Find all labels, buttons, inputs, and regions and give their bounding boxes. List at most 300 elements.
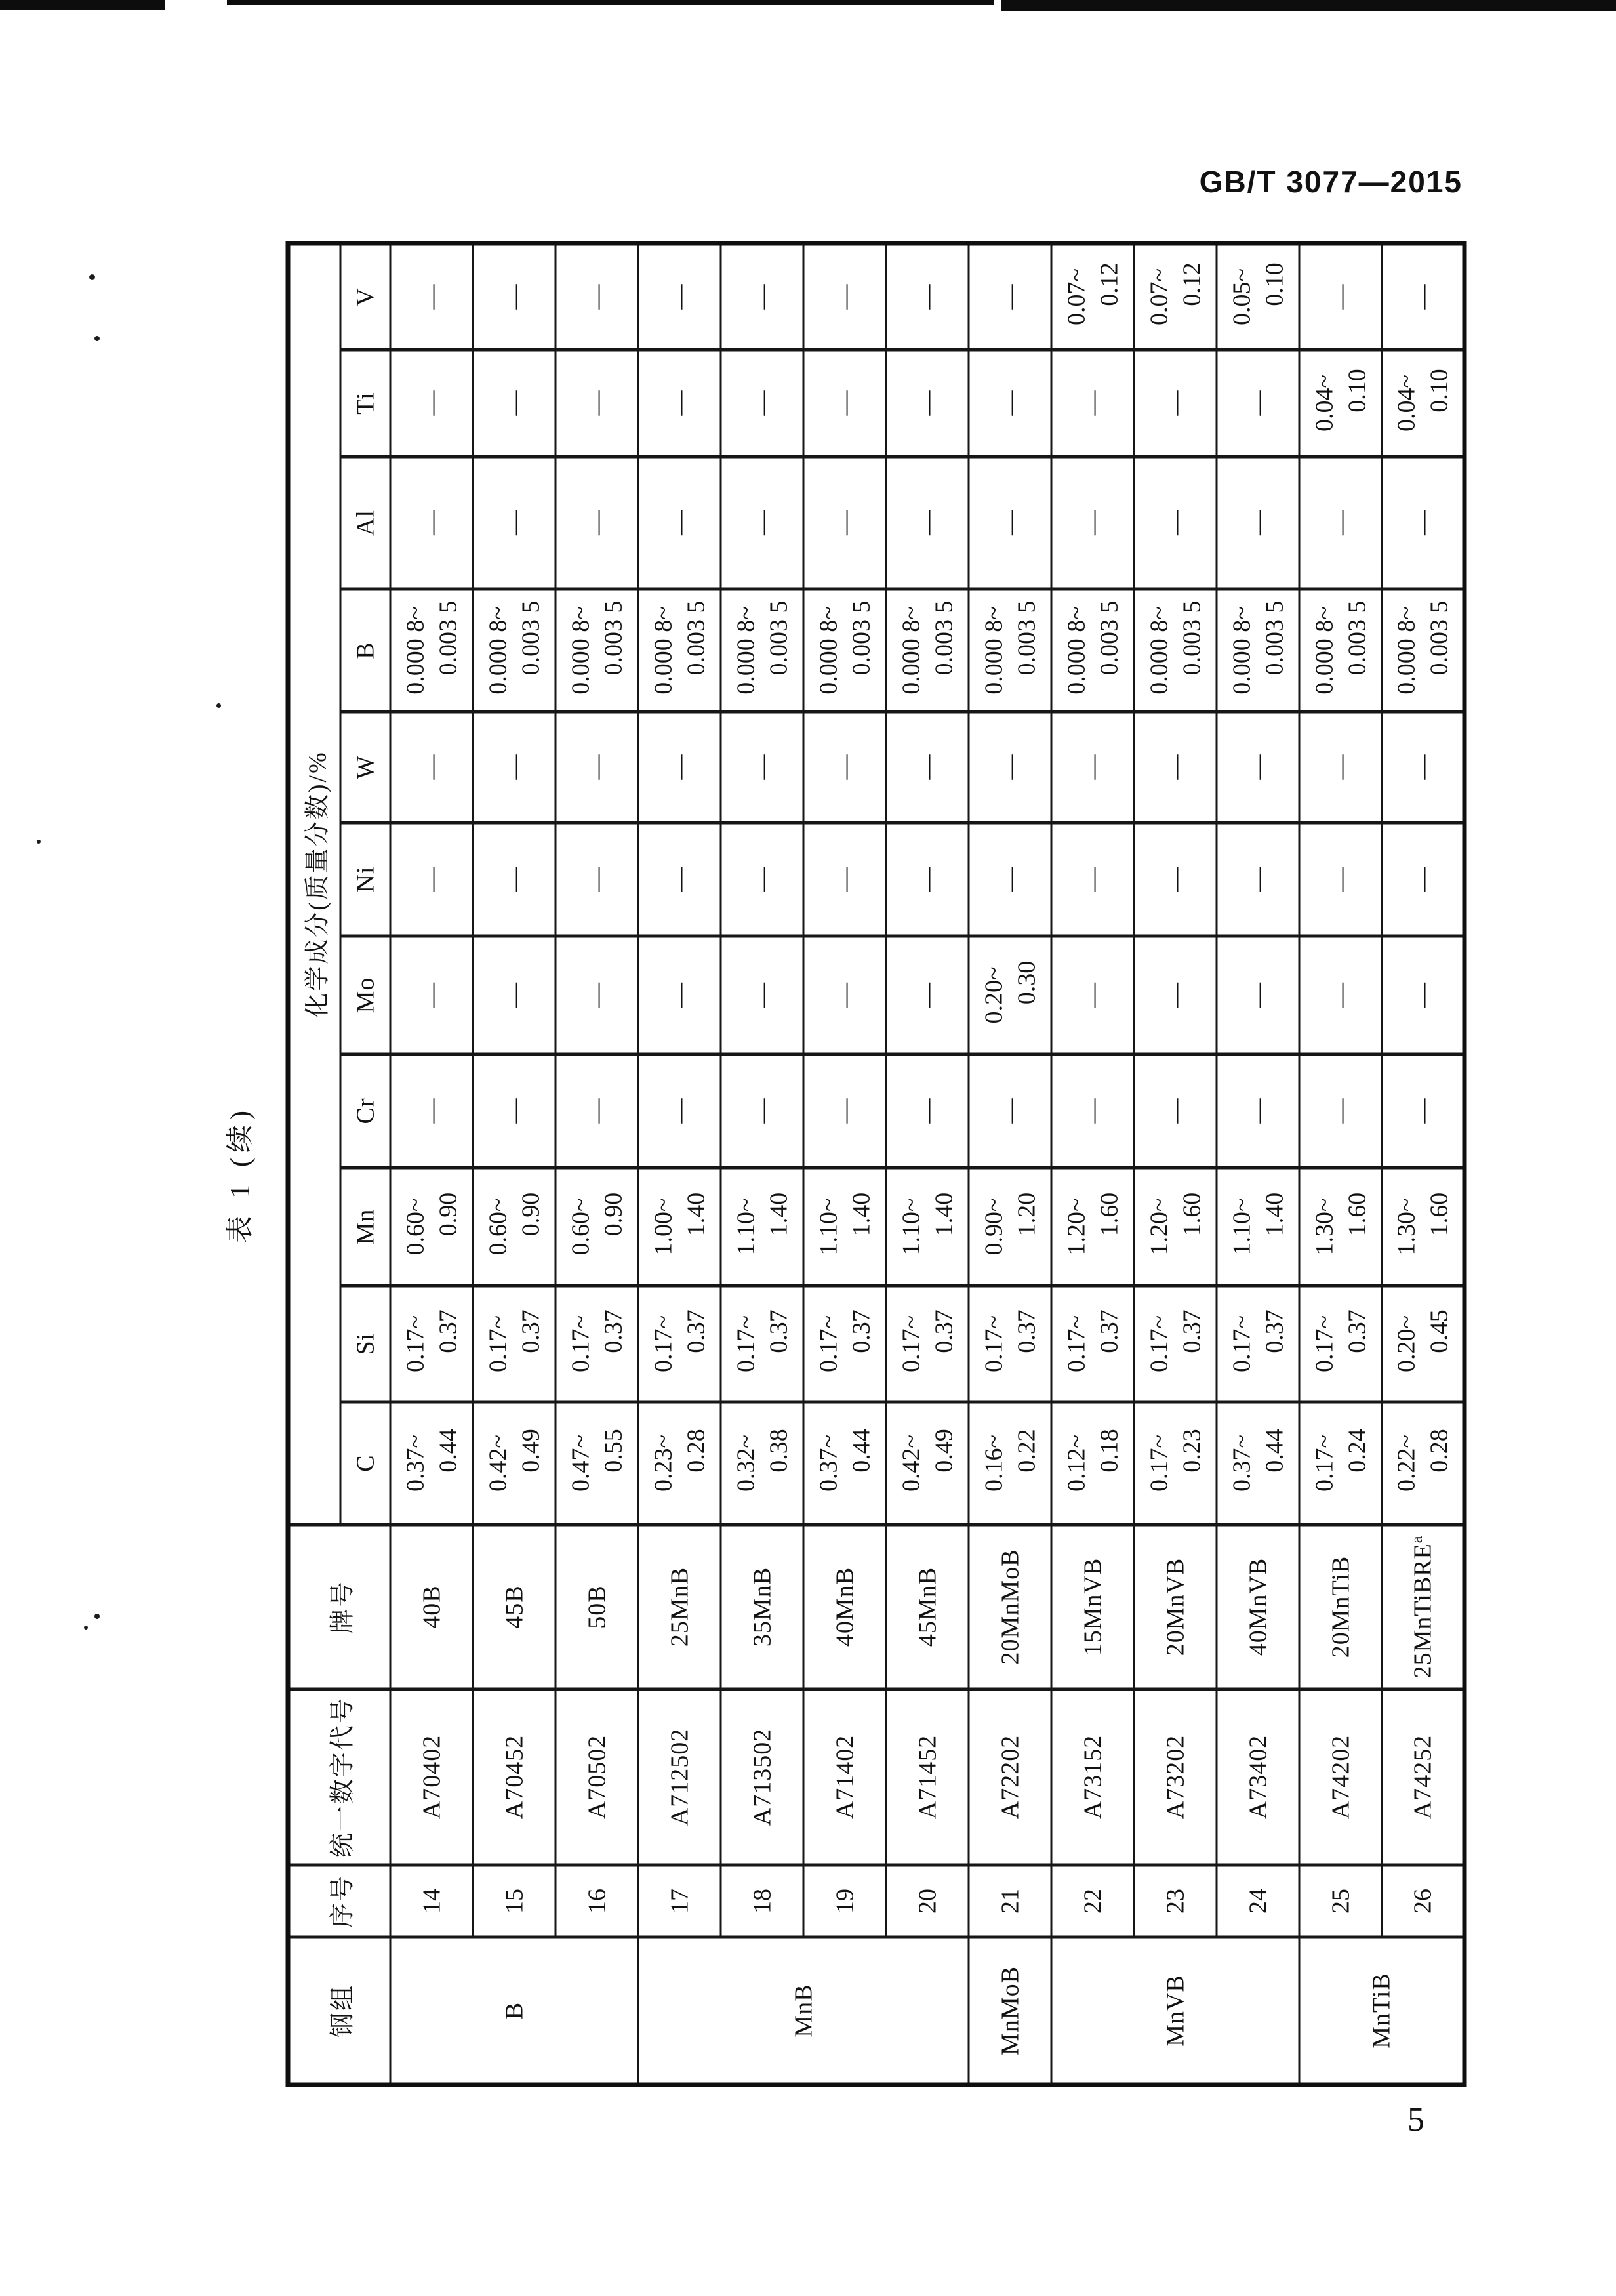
ni-value-cell: — xyxy=(1134,823,1217,936)
range-max: 0.003 5 xyxy=(1425,600,1453,676)
range-min: 0.07~ xyxy=(1062,268,1090,326)
mo-value-cell: — xyxy=(1299,936,1382,1054)
range-max: 0.003 5 xyxy=(1013,600,1040,676)
b-value-cell xyxy=(1051,589,1134,712)
range-max: 0.49 xyxy=(517,1429,544,1473)
code-cell: A713502 xyxy=(721,1689,803,1865)
range-min: 1.10~ xyxy=(815,1198,842,1256)
range-max: 0.37 xyxy=(1095,1309,1123,1353)
range-min: 0.60~ xyxy=(484,1198,512,1256)
b-value-cell xyxy=(886,589,969,712)
mo-value-cell: — xyxy=(1134,936,1217,1054)
c-value-cell xyxy=(969,1402,1051,1525)
range-min: 0.17~ xyxy=(1228,1315,1255,1373)
c-value-cell xyxy=(473,1402,556,1525)
grade-cell: 20MnVB xyxy=(1134,1525,1217,1689)
range-max: 0.003 5 xyxy=(599,600,627,676)
range-max: 0.90 xyxy=(599,1192,627,1237)
v-value-cell: — xyxy=(638,243,721,350)
range-max: 0.90 xyxy=(517,1192,544,1237)
range-max: 0.12 xyxy=(1095,262,1123,306)
range-max: 0.003 5 xyxy=(1178,600,1205,676)
range-max: 0.37 xyxy=(847,1309,875,1353)
header-element-B: B xyxy=(340,589,390,712)
code-cell: A72202 xyxy=(969,1689,1051,1865)
steel-row-21 xyxy=(969,243,1051,2085)
v-value-cell: — xyxy=(969,243,1051,350)
c-value-cell xyxy=(803,1402,886,1525)
cr-value-cell: — xyxy=(638,1054,721,1168)
range-min: 0.000 8~ xyxy=(1062,606,1090,695)
code-cell: A71402 xyxy=(803,1689,886,1865)
grade-cell: 50B xyxy=(556,1525,638,1689)
ni-value-cell: — xyxy=(1382,823,1465,936)
serial-cell: 26 xyxy=(1382,1865,1465,1937)
range-min: 0.20~ xyxy=(980,966,1007,1024)
ni-value-cell: — xyxy=(638,823,721,936)
serial-cell: 25 xyxy=(1299,1865,1382,1937)
steel-row-23 xyxy=(1134,243,1217,2085)
mn-value-cell xyxy=(1382,1168,1465,1286)
range-min: 0.17~ xyxy=(401,1315,429,1373)
ti-value-cell: — xyxy=(473,350,556,457)
ti-value-cell: — xyxy=(638,350,721,457)
si-value-cell xyxy=(803,1286,886,1402)
serial-cell: 20 xyxy=(886,1865,969,1937)
grade-cell: 45MnB xyxy=(886,1525,969,1689)
range-min: 0.17~ xyxy=(1310,1315,1338,1373)
header-steel-group: 钢组 xyxy=(288,1937,390,2085)
steel-group-cell: B xyxy=(390,1937,638,2085)
range-max: 1.60 xyxy=(1425,1192,1453,1237)
mo-value-cell: — xyxy=(803,936,886,1054)
b-value-cell xyxy=(638,589,721,712)
range-max: 0.37 xyxy=(517,1309,544,1353)
header-element-Mo: Mo xyxy=(340,936,390,1054)
range-min: 1.10~ xyxy=(1228,1198,1255,1256)
ti-value-cell: — xyxy=(803,350,886,457)
steel-row-19 xyxy=(803,243,886,2085)
range-max: 0.10 xyxy=(1425,369,1453,413)
range-max: 0.37 xyxy=(930,1309,958,1353)
steel-row-18 xyxy=(721,243,803,2085)
c-value-cell xyxy=(1299,1402,1382,1525)
v-value-cell xyxy=(1051,243,1134,350)
header-element-Cr: Cr xyxy=(340,1054,390,1168)
code-cell: A73402 xyxy=(1217,1689,1299,1865)
v-value-cell: — xyxy=(556,243,638,350)
code-cell: A712502 xyxy=(638,1689,721,1865)
mn-value-cell xyxy=(556,1168,638,1286)
range-max: 0.37 xyxy=(1013,1309,1040,1353)
serial-cell: 19 xyxy=(803,1865,886,1937)
scan-speck xyxy=(37,840,41,844)
si-value-cell xyxy=(473,1286,556,1402)
serial-cell: 18 xyxy=(721,1865,803,1937)
scan-speck xyxy=(216,703,221,708)
w-value-cell: — xyxy=(1382,712,1465,823)
w-value-cell: — xyxy=(473,712,556,823)
range-min: 1.30~ xyxy=(1310,1198,1338,1256)
range-min: 0.22~ xyxy=(1392,1434,1420,1492)
v-value-cell: — xyxy=(1299,243,1382,350)
w-value-cell: — xyxy=(969,712,1051,823)
steel-row-14 xyxy=(390,243,473,2085)
al-value-cell: — xyxy=(556,457,638,589)
header-element-Si: Si xyxy=(340,1286,390,1402)
si-value-cell xyxy=(390,1286,473,1402)
steel-group-cell: MnMoB xyxy=(969,1937,1051,2085)
b-value-cell xyxy=(556,589,638,712)
range-min: 0.60~ xyxy=(567,1198,594,1256)
si-value-cell xyxy=(1217,1286,1299,1402)
range-min: 0.000 8~ xyxy=(1145,606,1173,695)
range-max: 0.44 xyxy=(1261,1429,1288,1473)
range-max: 0.12 xyxy=(1178,262,1205,306)
cr-value-cell: — xyxy=(803,1054,886,1168)
range-min: 0.000 8~ xyxy=(980,606,1007,695)
b-value-cell xyxy=(473,589,556,712)
c-value-cell xyxy=(390,1402,473,1525)
range-max: 1.60 xyxy=(1178,1192,1205,1237)
range-min: 0.17~ xyxy=(1062,1315,1090,1373)
b-value-cell xyxy=(803,589,886,712)
ti-value-cell: — xyxy=(969,350,1051,457)
range-min: 0.17~ xyxy=(1145,1315,1173,1373)
range-min: 0.17~ xyxy=(980,1315,1007,1373)
cr-value-cell: — xyxy=(1382,1054,1465,1168)
header-element-Al: Al xyxy=(340,457,390,589)
ti-value-cell xyxy=(1382,350,1465,457)
b-value-cell xyxy=(1299,589,1382,712)
c-value-cell xyxy=(638,1402,721,1525)
w-value-cell: — xyxy=(1217,712,1299,823)
range-max: 0.003 5 xyxy=(847,600,875,676)
range-max: 0.003 5 xyxy=(434,600,462,676)
ni-value-cell: — xyxy=(969,823,1051,936)
v-value-cell: — xyxy=(721,243,803,350)
w-value-cell: — xyxy=(390,712,473,823)
range-max: 0.37 xyxy=(1261,1309,1288,1353)
standard-code: GB/T 3077—2015 xyxy=(1199,165,1463,199)
range-max: 0.22 xyxy=(1013,1429,1040,1473)
header-composition: 化学成分(质量分数)/% xyxy=(288,243,340,1525)
w-value-cell: — xyxy=(1299,712,1382,823)
ti-value-cell: — xyxy=(1051,350,1134,457)
al-value-cell: — xyxy=(1382,457,1465,589)
b-value-cell xyxy=(390,589,473,712)
header-grade: 牌号 xyxy=(288,1525,390,1689)
mn-value-cell xyxy=(969,1168,1051,1286)
serial-cell: 16 xyxy=(556,1865,638,1937)
range-min: 0.20~ xyxy=(1392,1315,1420,1373)
serial-cell: 17 xyxy=(638,1865,721,1937)
steel-group-cell: MnVB xyxy=(1051,1937,1299,2085)
range-min: 0.04~ xyxy=(1392,374,1420,432)
range-min: 0.000 8~ xyxy=(484,606,512,695)
range-max: 0.003 5 xyxy=(517,600,544,676)
code-cell: A73202 xyxy=(1134,1689,1217,1865)
steel-row-17 xyxy=(638,243,721,2085)
range-min: 0.000 8~ xyxy=(1310,606,1338,695)
range-max: 1.40 xyxy=(682,1192,710,1237)
range-max: 0.37 xyxy=(599,1309,627,1353)
code-cell: A74252 xyxy=(1382,1689,1465,1865)
range-min: 0.60~ xyxy=(401,1198,429,1256)
w-value-cell: — xyxy=(1134,712,1217,823)
header-serial: 序号 xyxy=(288,1865,390,1937)
range-min: 0.000 8~ xyxy=(401,606,429,695)
range-min: 0.000 8~ xyxy=(1392,606,1420,695)
grade-cell: 20MnTiB xyxy=(1299,1525,1382,1689)
mo-value-cell: — xyxy=(721,936,803,1054)
si-value-cell xyxy=(969,1286,1051,1402)
serial-cell: 23 xyxy=(1134,1865,1217,1937)
mn-value-cell xyxy=(721,1168,803,1286)
mn-value-cell xyxy=(1217,1168,1299,1286)
v-value-cell xyxy=(1134,243,1217,350)
mn-value-cell xyxy=(1134,1168,1217,1286)
cr-value-cell: — xyxy=(390,1054,473,1168)
range-max: 1.40 xyxy=(847,1192,875,1237)
range-min: 0.47~ xyxy=(567,1434,594,1492)
range-max: 0.18 xyxy=(1095,1429,1123,1473)
range-max: 1.40 xyxy=(1261,1192,1288,1237)
range-min: 0.000 8~ xyxy=(815,606,842,695)
si-value-cell xyxy=(1299,1286,1382,1402)
mo-value-cell: — xyxy=(1217,936,1299,1054)
range-max: 0.49 xyxy=(930,1429,958,1473)
header-element-W: W xyxy=(340,712,390,823)
mo-value-cell: — xyxy=(390,936,473,1054)
mn-value-cell xyxy=(1051,1168,1134,1286)
range-min: 0.42~ xyxy=(897,1434,925,1492)
mn-value-cell xyxy=(638,1168,721,1286)
range-max: 0.55 xyxy=(599,1429,627,1473)
steel-row-24 xyxy=(1217,243,1299,2085)
al-value-cell: — xyxy=(1134,457,1217,589)
grade-cell: 40MnB xyxy=(803,1525,886,1689)
range-max: 0.10 xyxy=(1343,369,1371,413)
al-value-cell: — xyxy=(638,457,721,589)
range-min: 0.37~ xyxy=(1228,1434,1255,1492)
ti-value-cell: — xyxy=(390,350,473,457)
header-element-C: C xyxy=(340,1402,390,1525)
scan-speck xyxy=(94,336,100,341)
code-cell: A70502 xyxy=(556,1689,638,1865)
steel-group-cell: MnB xyxy=(638,1937,969,2085)
range-min: 1.30~ xyxy=(1392,1198,1420,1256)
ti-value-cell: — xyxy=(721,350,803,457)
c-value-cell xyxy=(556,1402,638,1525)
scan-speck xyxy=(94,1614,100,1619)
code-cell: A70402 xyxy=(390,1689,473,1865)
mo-value-cell: — xyxy=(1051,936,1134,1054)
steel-row-15 xyxy=(473,243,556,2085)
header-element-V: V xyxy=(340,243,390,350)
mo-value-cell: — xyxy=(556,936,638,1054)
grade-cell: 25MnTiBRE$^a$ xyxy=(1382,1525,1465,1689)
range-max: 0.37 xyxy=(1343,1309,1371,1353)
range-max: 1.40 xyxy=(930,1192,958,1237)
v-value-cell: — xyxy=(886,243,969,350)
ni-value-cell: — xyxy=(1217,823,1299,936)
steel-row-25 xyxy=(1299,243,1382,2085)
header-element-Mn: Mn xyxy=(340,1168,390,1286)
range-min: 0.42~ xyxy=(484,1434,512,1492)
chemical-composition-table xyxy=(286,241,1467,2087)
mn-value-cell xyxy=(886,1168,969,1286)
cr-value-cell: — xyxy=(1051,1054,1134,1168)
range-min: 0.000 8~ xyxy=(649,606,677,695)
scan-speck xyxy=(84,1626,88,1630)
grade-cell: 40B xyxy=(390,1525,473,1689)
range-max: 0.24 xyxy=(1343,1429,1371,1473)
range-max: 0.28 xyxy=(1425,1429,1453,1473)
c-value-cell xyxy=(721,1402,803,1525)
al-value-cell: — xyxy=(886,457,969,589)
table-body xyxy=(390,243,1465,2085)
range-min: 0.17~ xyxy=(1310,1434,1338,1492)
scan-artifact xyxy=(227,0,994,5)
b-value-cell xyxy=(721,589,803,712)
v-value-cell: — xyxy=(1382,243,1465,350)
c-value-cell xyxy=(1382,1402,1465,1525)
range-max: 1.60 xyxy=(1343,1192,1371,1237)
page-number: 5 xyxy=(1407,2101,1424,2139)
b-value-cell xyxy=(1134,589,1217,712)
serial-cell: 14 xyxy=(390,1865,473,1937)
cr-value-cell: — xyxy=(1134,1054,1217,1168)
al-value-cell: — xyxy=(473,457,556,589)
scan-speck xyxy=(89,274,95,280)
range-max: 0.10 xyxy=(1261,262,1288,306)
steel-group-cell: MnTiB xyxy=(1299,1937,1465,2085)
al-value-cell: — xyxy=(969,457,1051,589)
si-value-cell xyxy=(886,1286,969,1402)
range-max: 0.003 5 xyxy=(1343,600,1371,676)
v-value-cell: — xyxy=(803,243,886,350)
steel-row-16 xyxy=(556,243,638,2085)
ti-value-cell: — xyxy=(886,350,969,457)
steel-row-22 xyxy=(1051,243,1134,2085)
w-value-cell: — xyxy=(556,712,638,823)
grade-cell: 40MnVB xyxy=(1217,1525,1299,1689)
footnote-marker: a xyxy=(1408,1535,1426,1544)
range-max: 0.003 5 xyxy=(1095,600,1123,676)
ni-value-cell: — xyxy=(803,823,886,936)
b-value-cell xyxy=(1382,589,1465,712)
range-max: 0.003 5 xyxy=(1261,600,1288,676)
ti-value-cell xyxy=(1299,350,1382,457)
b-value-cell xyxy=(1217,589,1299,712)
serial-cell: 21 xyxy=(969,1865,1051,1937)
range-min: 0.37~ xyxy=(401,1434,429,1492)
range-min: 0.23~ xyxy=(649,1434,677,1492)
range-min: 0.000 8~ xyxy=(897,606,925,695)
range-min: 1.20~ xyxy=(1145,1198,1173,1256)
mn-value-cell xyxy=(390,1168,473,1286)
rotated-table-wrapper xyxy=(286,246,1463,2087)
mo-value-cell: — xyxy=(638,936,721,1054)
range-min: 0.000 8~ xyxy=(1228,606,1255,695)
table-title: 表 1 (续) xyxy=(226,1105,256,1243)
al-value-cell: — xyxy=(1051,457,1134,589)
al-value-cell: — xyxy=(390,457,473,589)
range-min: 1.00~ xyxy=(649,1198,677,1256)
serial-cell: 15 xyxy=(473,1865,556,1937)
range-max: 0.30 xyxy=(1013,960,1040,1005)
ni-value-cell: — xyxy=(556,823,638,936)
ti-value-cell: — xyxy=(556,350,638,457)
range-max: 0.23 xyxy=(1178,1429,1205,1473)
ni-value-cell: — xyxy=(390,823,473,936)
range-max: 0.003 5 xyxy=(682,600,710,676)
range-min: 0.04~ xyxy=(1310,374,1338,432)
mo-value-cell xyxy=(969,936,1051,1054)
range-min: 1.10~ xyxy=(897,1198,925,1256)
mo-value-cell: — xyxy=(473,936,556,1054)
mo-value-cell: — xyxy=(886,936,969,1054)
scan-artifact xyxy=(1001,0,1616,11)
range-min: 1.10~ xyxy=(732,1198,759,1256)
grade-cell: 35MnB xyxy=(721,1525,803,1689)
w-value-cell: — xyxy=(638,712,721,823)
range-max: 0.45 xyxy=(1425,1309,1453,1353)
cr-value-cell: — xyxy=(886,1054,969,1168)
code-cell: A74202 xyxy=(1299,1689,1382,1865)
range-min: 0.32~ xyxy=(732,1434,759,1492)
v-value-cell xyxy=(1217,243,1299,350)
range-min: 0.000 8~ xyxy=(567,606,594,695)
range-max: 1.20 xyxy=(1013,1192,1040,1237)
grade-cell: 15MnVB xyxy=(1051,1525,1134,1689)
range-min: 0.90~ xyxy=(980,1198,1007,1256)
range-min: 0.07~ xyxy=(1145,268,1173,326)
w-value-cell: — xyxy=(886,712,969,823)
range-max: 0.37 xyxy=(1178,1309,1205,1353)
range-min: 0.17~ xyxy=(567,1315,594,1373)
mo-value-cell: — xyxy=(1382,936,1465,1054)
serial-cell: 24 xyxy=(1217,1865,1299,1937)
range-max: 0.38 xyxy=(765,1429,792,1473)
grade-cell: 20MnMoB xyxy=(969,1525,1051,1689)
si-value-cell xyxy=(1382,1286,1465,1402)
header-element-Ni: Ni xyxy=(340,823,390,936)
range-min: 0.05~ xyxy=(1228,268,1255,326)
al-value-cell: — xyxy=(721,457,803,589)
range-min: 0.16~ xyxy=(980,1434,1007,1492)
c-value-cell xyxy=(1134,1402,1217,1525)
range-max: 0.90 xyxy=(434,1192,462,1237)
v-value-cell: — xyxy=(473,243,556,350)
w-value-cell: — xyxy=(803,712,886,823)
cr-value-cell: — xyxy=(721,1054,803,1168)
ti-value-cell: — xyxy=(1134,350,1217,457)
w-value-cell: — xyxy=(1051,712,1134,823)
cr-value-cell: — xyxy=(556,1054,638,1168)
range-max: 0.37 xyxy=(434,1309,462,1353)
code-cell: A73152 xyxy=(1051,1689,1134,1865)
steel-row-26 xyxy=(1382,243,1465,2085)
steel-row-20 xyxy=(886,243,969,2085)
si-value-cell xyxy=(1051,1286,1134,1402)
v-value-cell: — xyxy=(390,243,473,350)
range-max: 0.003 5 xyxy=(765,600,792,676)
cr-value-cell: — xyxy=(1217,1054,1299,1168)
range-max: 0.44 xyxy=(847,1429,875,1473)
serial-cell: 22 xyxy=(1051,1865,1134,1937)
